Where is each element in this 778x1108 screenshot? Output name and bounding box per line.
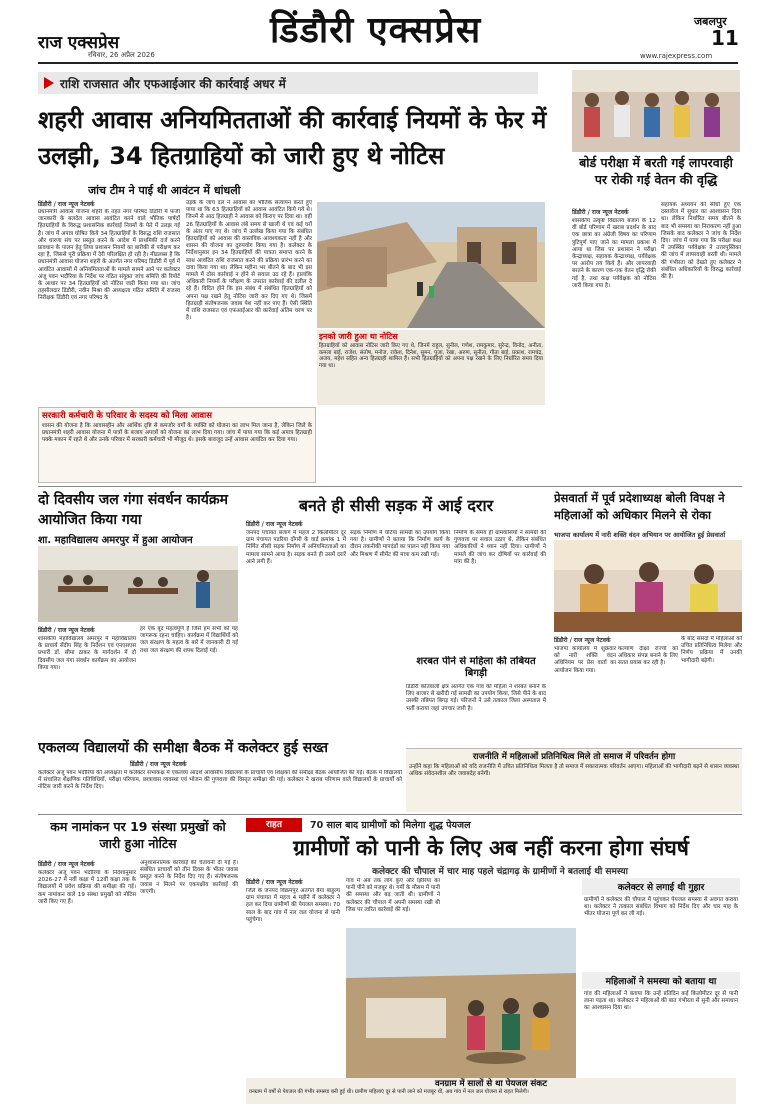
press-byline: डिंडौरी / राज न्यूज नेटवर्क: [554, 637, 611, 644]
jalganga-headline: दो दिवसीय जल गंगा संवर्धन कार्यक्रम आयोजित किया गया: [38, 492, 229, 528]
lead-subhead: जांच टीम ने पाई थी आवंटन में धांधली: [88, 184, 241, 197]
press-box: [406, 748, 742, 812]
lead-box-title: सरकारी कर्मचारी के परिवार के सदस्य को मिला आवास: [42, 411, 212, 421]
lead-caption-text: हितग्राहियों को आवास नोटिस जारी किए गए थे, जिनमें राहुल, सुनील, गणेश, रामकुमार, सुरेन्द्र, विनोद, अनीता, कमला बाई, राजेश, संतोष, मनोज, राकेश, दिनेश, सुमन, पूजा, रेखा, अरुण, सुनीता, गीता बाई, प्रकाश, रामचंद्र, अजय, महेश सहित अन्य हितग्राही शामिल हैं। सभी हितग्राहियों को अपना पक्ष रखने के लिए निर्धारित समय दिया गया था।: [319, 343, 543, 369]
lead-headline: शहरी आवास अनियमितताओं की कार्रवाई नियमों के फेर में उलझी, 34 हितग्राहियों को जारी हुए थे नोटिस: [38, 106, 547, 170]
nomination-byline: डिंडौरी / राज न्यूज नेटवर्क: [38, 861, 95, 868]
road-column-3: निर्माण के समय ही ग्रामवासियों ने सामग्री की गुणवत्ता पर सवाल उठाए थे, लेकिन संबंधित अधिकारियों ने ध्यान नहीं दिया। ग्रामीणों ने मामले की जांच कर दोषियों पर कार्रवाई की मांग की है।: [454, 530, 546, 565]
jalganga-byline: डिंडौरी / राज न्यूज नेटवर्क: [38, 627, 95, 634]
board-exam-photo: [572, 70, 740, 152]
arrow-icon: [44, 77, 54, 89]
eklavya-text: कलेक्टर अंजू पवन भदौरिया की अध्यक्षता में कलेक्टर सभाकक्ष में एकलव्य आदर्श आवासीय विद्यालयों के प्राचार्यों एवं शिक्षकों की समीक्षा बैठक आयोजित की गई। बैठक में विद्यालयों में संचालित शैक्षणिक गतिविधियों, परीक्षा परिणाम, छात्रावास व्यवस्था एवं भोजन की गुणवत्ता की विस्तृत समीक्षा की गई। कलेक्टर ने खराब परिणाम वाले विद्यालयों के प्राचार्यों को नोटिस जारी करने के निर्देश दिए।: [38, 770, 402, 791]
lead-photo-houses: [317, 202, 545, 328]
road-byline: डिंडौरी / राज न्यूज नेटवर्क: [246, 521, 303, 528]
water-column-1: जिले के जनपद विक्रमपुर अंतर्गत बैगा बाहुल्य ग्राम पंचायत में महज 4 महीने में कलेक्टर ने हल कर दिया ग्रामीणों की पेयजल समस्या। 70 साल के बाद गांव में नल जल योजना से पानी पहुंचेगा।: [246, 888, 340, 923]
press-box-text: उन्होंने कहा कि महिलाओं को यदि राजनीति में उचित प्रतिनिधित्व मिलता है तो समाज में सकारात्मक परिवर्तन आएगा। महिलाओं की भागीदारी बढ़ने से शासन व्यवस्था अधिक संवेदनशील और जवाबदेह बनेगी।: [409, 764, 739, 778]
brand-name: राज एक्सप्रेस: [38, 33, 120, 53]
lead-caption-title: इनको जारी हुआ था नोटिस: [319, 332, 398, 341]
water-caption-text: वनग्राम में वर्षों से पेयजल की गंभीर समस्या बनी हुई थी। ग्रामीण महिलाएं दूर से पानी लाने को मजबूर थीं, अब गांव में नल जल योजना से राहत मिलेगी।: [249, 1089, 529, 1095]
water-tag: राहत: [246, 818, 302, 832]
edition-city: जबलपुर: [694, 15, 727, 28]
road-column-1: जनपद पंचायत बजाग मे महज 2 किलोमीटर दूर ग्राम पंचायत पडरिया दोंगरी के वार्ड क्रमांक 1 में निर्मित सीसी सड़क निर्माण में अनियमितताओं का मामला सामने आया है। सड़क बनते ही उसमें दरारें आने लगी हैं।: [246, 530, 346, 565]
press-subhead: भाजपा कार्यालय में नारी शक्ति वंदन अभियान पर आयोजित हुई प्रेसवार्ता: [554, 531, 726, 539]
eklavya-byline: डिंडौरी / राज न्यूज नेटवर्क: [130, 761, 187, 768]
nomination-headline: कम नामांकन पर 19 संस्था प्रमुखों को जारी हुआ नोटिस: [50, 819, 226, 851]
press-box-title: राजनीति में महिलाओं प्रतिनिधित्व मिले तो समाज में परिवर्तन होगा: [472, 752, 676, 762]
press-column-2: कल्याण दीक्षा राज्यों को अधिकार संपन्न बनाने के लिए सतत प्रयास कर रही है।: [618, 646, 678, 667]
board-exam-column-2: सहायक अध्ययन की सीधी हुए एक दस्तावेज में सुधार का आश्वासन दिया था। लेकिन निर्धारित समय बीतने के बाद भी समस्या का निराकरण नहीं हुआ जिसके बाद कलेक्टर ने जांच के निर्देश दिए। जांच में पाया गया कि परीक्षा कक्ष में उपस्थित पर्यवेक्षक ने उत्तरपुस्तिका की जांच में लापरवाही बरती थी। मामले की गंभीरता को देखते हुए कलेक्टर ने संबंधित अधिकारियों के विरुद्ध कार्रवाई की है।: [661, 202, 741, 281]
water-side-box: [582, 878, 740, 968]
jalganga-subhead: शा. महाविद्यालय अमरपुर में हुआ आयोजन: [38, 535, 193, 546]
press-photo: [554, 540, 742, 632]
water-headline: ग्रामीणों को पानी के लिए अब नहीं करना होगा संघर्ष: [293, 836, 689, 860]
nomination-column-2: अनुशासनात्मक कार्रवाई की चेतावनी दी गई है। संबंधित प्राचार्यों को तीन दिवस के भीतर जवाब प्रस्तुत करने के निर्देश दिए गए हैं। संतोषजनक जवाब न मिलने पर एकपक्षीय कार्रवाई की जाएगी।: [140, 860, 238, 895]
page-title: डिंडौरी एक्सप्रेस: [270, 10, 482, 51]
water-photo-caption: [246, 1078, 736, 1104]
lead-column-1: प्रधानमंत्री आवास योजना शहरी के तहत नगर परिषद डिंडौरी में फर्जी जानकारी के बलदेल आवास आवंटित करने वाले भौतिक पार्षदों हितग्राहियों के विरुद्ध प्रशासनिक कार्रवाई नियमों के फेरे में उलझ गई है। जांच में अपात्र घोषित किये 34 हितग्राहियों के विरुद्ध राशि राजसात और धारणा संघ पर प्रस्तुत करने के आदेश में प्राथमिकी दर्ज करने प्रावधान के पालन हेतु लिया प्रशासन नियमों का बारीकी से परीक्षण कर रहा है, जिससे पूरी प्रक्रिया में देरी परिलक्षित हो रही है। मीडलब्स है कि प्रधानमंत्री आवास योजना शहरी के अंतर्गत नगर परिषद डिंडौरी में पूर्व में आवंटित आवासों में अनियमितताओं के मामले सामने आने पर कलेक्टर अंजू पवन भदौरिया के निर्देश पर गठित संयुक्त जांच समिति की रिपोर्ट के आधार पर 34 हितग्राहियों को नोटिस जारी किया गया था। जांच तहसीलदार डिंडौरी, नवीन मिश्रा की अध्यक्षता गठित समिति में राजस्व निरीक्षक डिंडौरी एवं नगर परिषद के: [38, 209, 180, 302]
lead-photo-caption: [317, 330, 545, 405]
sharbat-headline: शरबत पीने से महिला की तबियत बिगड़ी: [416, 656, 536, 679]
issue-date: रविवार, 26 अप्रैल 2026: [88, 51, 155, 59]
masthead-divider: [38, 62, 738, 64]
jalganga-column-1: शासकीय महाविद्यालय अमरपुर में महाविद्यालय के प्राचार्य सेंदीप सिंह के निर्देशन एवं एनएसएस प्रभारी डॉ. सीमा ठाकर के मार्गदर्शन में दो दिवसीय जल गंगा संवर्धन कार्यक्रम का आयोजन किया गया।: [38, 636, 136, 671]
board-exam-byline: डिंडौरी / राज न्यूज नेटवर्क: [572, 209, 629, 216]
eklavya-headline: एकलव्य विद्यालयों की समीक्षा बैठक में कलेक्टर हुई सख्त: [38, 740, 328, 756]
lead-kicker: राशि राजसात और एफआईआर की कार्रवाई अधर में: [60, 77, 286, 91]
section-divider-1: [38, 486, 742, 487]
water-side-box-2: [582, 972, 740, 1076]
jalganga-column-2: हर एक बूंद महत्वपूर्ण है जिसे हम सभी को यह जागरूक रहना चाहिए। कार्यक्रम में विद्यार्थियों को जल संरक्षण के महत्व के बारे में जानकारी दी गई तथा जल संरक्षण की शपथ दिलाई गई।: [140, 626, 238, 654]
water-column-2: गांव में अब तक लोग कुएं और झिरिया का पानी पीने को मजबूर थे। गर्मी के मौसम में पानी की समस्या और बढ़ जाती थी। ग्रामीणों ने कलेक्टर की चौपाल में अपनी समस्या रखी थी जिस पर त्वरित कार्रवाई की गई।: [346, 878, 440, 913]
press-column-1: भाजपा कार्यालय में शुक्रवार को नारी शक्ति वंदन अधिनियम पर प्रेस वार्ता का आयोजन किया गया।: [554, 646, 616, 674]
water-kicker: 70 साल बाद ग्रामीणों को मिलेगा शुद्ध पेयजल: [310, 820, 471, 831]
press-headline: प्रेसवार्ता में पूर्व प्रदेशाध्यक्ष बोली विपक्ष ने महिलाओं को अधिकार मिलने से रोका: [554, 491, 725, 522]
lead-column-2: उड़के के जांच दल ने आवास का भौतिक सत्यापन करते हुए पाया था कि 63 हितग्राहियों को आवास आवंटित किये गये थे। जिनमें से आठ हितग्राही ने आवास को किराए पर दिया था। वहीं 26 हितग्राहियों के आवास लंबे समय से खाली थे एवं कई घरों के अंतर पाए गए थे। जांच में उल्लेख किया गया कि संबंधित हितग्राहियों को आवास की वास्तविक आवश्यकता नहीं है और शासन की योजना का दुरुपयोग किया गया है। कलेक्टर के निर्देशानुसार इन 34 हितग्राहियों की पात्रता समाप्त करने के साथ आवंटित राशि राजसात करने की प्रक्रिया प्रारंभ करने का दावा किया गया था। लेकिन महीना भर बीतने के बाद भी इस मामले में ठोस कार्रवाई न होने से सवाल उठ रहे हैं। हालांकि अधिकारी नियमों के परीक्षण के उपरांत कार्रवाई की दलील दे रहे हैं। विदित होने कि इस संबंध में संबंधित हितग्राहियों को अपना पक्ष रखने हेतु नोटिस जारी कर दिए गए थे। जिसमें हितग्राही संतोषजनक जवाब पेश नहीं कर पाए हैं। ऐसी स्थिति में राशि राजसात एवं एफआईआर की कार्रवाई अंतिम चरण पर है।: [186, 200, 312, 322]
nomination-column-1: कलेक्टर अंजू पवन भदौरिया के निर्देशानुसार 2026-27 में नवीं कक्षा में 12वीं कक्षा तक के विद्यालयों में प्रवेश प्रक्रिया की समीक्षा की गई। कम नामांकन वाले 19 संस्था प्रमुखों को नोटिस जारी किए गए हैं।: [38, 870, 136, 905]
road-column-2: सड़क निर्माण में घटिया सामग्री का उपयोग किया गया है। ग्रामीणों ने बताया कि निर्माण कार्य के दौरान तकनीकी मापदंडों का पालन नहीं किया गया और मिश्रण में सीमेंट की मात्रा कम रखी गई।: [350, 530, 450, 558]
lead-byline: डिंडौरी / राज न्यूज नेटवर्क: [38, 201, 95, 208]
road-headline: बनते ही सीसी सड़क में आई दरार: [298, 496, 494, 515]
jalganga-photo: [38, 546, 238, 622]
water-side2-text: गांव की महिलाओं ने बताया कि उन्हें प्रतिदिन कई किलोमीटर दूर से पानी लाना पड़ता था। कलेक्टर ने महिलाओं की बात गंभीरता से सुनी और समाधान का आश्वासन दिया था।: [584, 991, 738, 1012]
lead-box-text: शासन की योजना है कि आवासहीन और आर्थिक दृष्टि से कमजोर वर्गों के व्यक्ति को योजना का लाभ मिल जाना है, लेकिन जिले के प्रधानमंत्री शहरी आवास योजना में पात्रों के बजाय अपात्रों को योजना का लाभ दिया गया। जांच में पाया गया कि कई अपात्र हितग्राही पक्के मकान में रहते थे और उनके परिवार में सरकारी कर्मचारी भी मौजूद थे। इसके बावजूद उन्हें आवास आवंटित कर दिया गया।: [42, 423, 312, 444]
water-side2-title: महिलाओं ने समस्या को बताया था: [582, 972, 740, 989]
water-subhead: कलेक्टर की चौपाल में चार माह पहले चंद्रागढ़ के ग्रामीणों ने बतलाई थी समस्या: [372, 867, 628, 877]
water-side-text: ग्रामीणों ने कलेक्टर की चौपाल में पहुंचकर पेयजल समस्या से अवगत कराया था। कलेक्टर ने तत्काल संबंधित विभाग को निर्देश दिए और चार माह के भीतर योजना पूर्ण कर ली गई।: [584, 897, 738, 918]
board-exam-column-1: शासकीय उत्कृष्ट विद्यालय बजाग के 12 वीं बोर्ड परिणाम में खराब प्रदर्शन के बाद एक छात्रा का अंग्रेजी विषय का परिणाम त्रुटिपूर्ण पाए जाने का मामला प्रकाश में आया था जिस पर प्रशासन ने परीक्षा केन्द्राध्यक्ष, सहायक केन्द्राध्यक्ष, पर्यवेक्षक पर आरोप तय किये हैं। और लापरवाही बरतने के कारण एक-एक वेतन वृद्धि रोकी गई है, तथा कक्ष पर्यवेक्षक को नोटिस जारी किया गया है।: [572, 218, 656, 289]
section-divider-2: [38, 814, 742, 815]
masthead: [0, 0, 778, 60]
website-url: www.rajexpress.com: [640, 52, 713, 60]
water-photo: [346, 928, 576, 1078]
press-column-3: के बाद संसदों में महिलाओं को उचित प्रतिनिधित्व मिलेगा और निर्णय प्रक्रिया में उनकी भागीदारी बढ़ेगी।: [681, 636, 742, 664]
lead-kicker-bar: [38, 72, 538, 94]
lead-box: [38, 407, 316, 483]
sharbat-text: डिंडौरी कोतवाली क्षेत्र अंतर्गत एक गांव की महिला ने शरबत बनाने के लिए बाजार से खरीदी गई सामग्री का उपयोग किया, जिसे पीने के बाद उसकी तबियत बिगड़ गई। परिजनों ने उसे तत्काल जिला अस्पताल में भर्ती कराया जहां उपचार जारी है।: [406, 684, 546, 712]
page-number: 11: [711, 26, 739, 50]
water-caption-title: वनग्राम में सालों से था पेयजल संकट: [434, 1079, 548, 1089]
board-exam-headline: बोर्ड परीक्षा में बरती गई लापरवाही पर रोकी गई वेतन की वृद्धि: [579, 155, 733, 187]
water-byline: डिंडौरी / राज न्यूज नेटवर्क: [246, 879, 303, 886]
water-side-title: कलेक्टर से लगाई थी गुहार: [582, 878, 740, 895]
